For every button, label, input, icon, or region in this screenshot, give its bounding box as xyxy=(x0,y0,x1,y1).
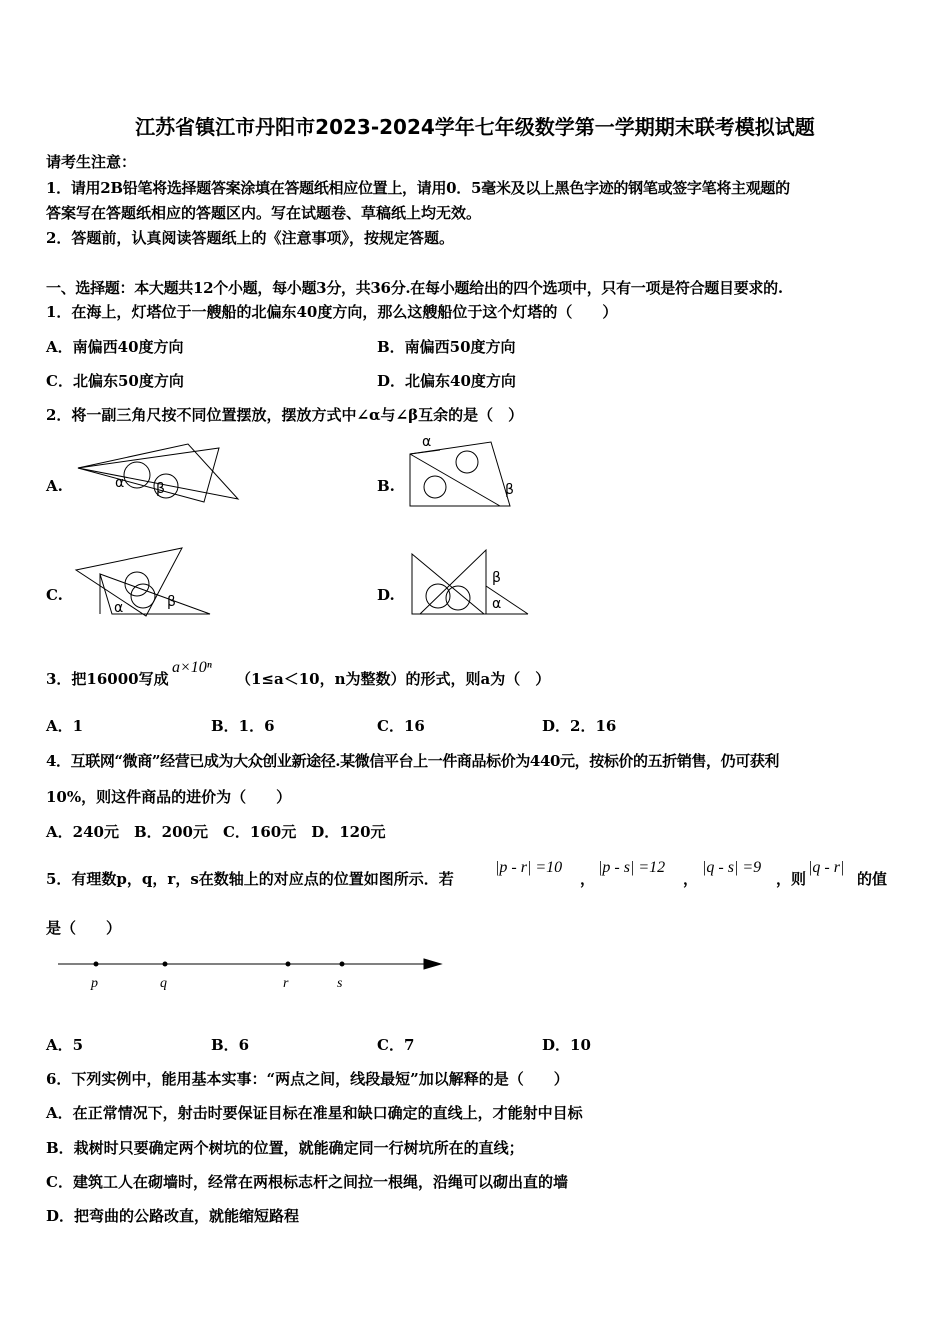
number-line-label-s: s xyxy=(337,976,343,991)
question-5-equation-2: |p - s| =12 xyxy=(598,859,666,876)
number-line-point-s xyxy=(340,962,344,966)
question-3-stem-start: 3．把16000写成 xyxy=(46,670,169,688)
section-heading-choice: 一、选择题：本大题共12个小题，每小题3分，共36分.在每小题给出的四个选项中，只有一项是符合题目要求的. xyxy=(46,279,783,297)
question-3-option-a[interactable]: A．1 xyxy=(46,717,84,735)
question-4-stem-line-1: 4．互联网“微商”经营已成为大众创业新途径.某微信平台上一件商品标价为440元，按标价的五折销售，仍可获利 xyxy=(46,752,780,770)
question-1-option-d[interactable]: D．北偏东40度方向 xyxy=(377,372,516,390)
question-5-number-line xyxy=(50,950,450,1000)
question-6-option-d[interactable]: D．把弯曲的公路改直，就能缩短路程 xyxy=(46,1207,300,1225)
number-line-arrow xyxy=(424,959,441,969)
question-3-option-c[interactable]: C．16 xyxy=(377,717,425,735)
notice-item-1-line-1: 1．请用2B铅笔将选择题答案涂填在答题纸相应位置上，请用0．5毫米及以上黑色字迹的钢笔或签字笔将主观题的 xyxy=(46,179,790,197)
page-title: 江苏省镇江市丹阳市2023-2024学年七年级数学第一学期期末联考模拟试题 xyxy=(135,115,815,139)
question-4-options[interactable]: A．240元 B．200元 C．160元 D．120元 xyxy=(46,823,386,841)
question-5-stem-start: 5．有理数p，q，r，s在数轴上的对应点的位置如图所示．若 xyxy=(46,870,454,888)
question-3-option-b[interactable]: B．1．6 xyxy=(211,717,275,735)
question-2-figure-d xyxy=(400,546,540,620)
question-2-figure-a xyxy=(70,440,250,512)
number-line-point-r xyxy=(286,962,290,966)
question-2-stem: 2．将一副三角尺按不同位置摆放，摆放方式中∠α与∠β互余的是（ ） xyxy=(46,406,524,424)
question-5-option-d[interactable]: D．10 xyxy=(542,1036,591,1054)
figure-a-alpha-label: α xyxy=(115,475,125,491)
question-1-option-b[interactable]: B．南偏西50度方向 xyxy=(377,338,516,356)
figure-c-beta-label: β xyxy=(167,594,176,610)
figure-b-circle-1 xyxy=(456,451,478,473)
question-5-equation-3: |q - s| =9 xyxy=(702,859,762,876)
question-5-option-c[interactable]: C．7 xyxy=(377,1036,415,1054)
question-1-option-a[interactable]: A．南偏西40度方向 xyxy=(46,338,184,356)
question-5-equation-4: |q - r| xyxy=(808,859,845,876)
number-line-label-r: r xyxy=(283,976,289,991)
figure-b-alpha-label: α xyxy=(422,434,432,450)
question-2-figure-b xyxy=(400,432,530,512)
question-4-stem-line-2: 10%，则这件商品的进价为（ ） xyxy=(46,788,292,806)
question-2-option-a-label[interactable]: A. xyxy=(46,477,63,495)
question-2-option-b-label[interactable]: B. xyxy=(377,477,395,495)
question-1-option-c[interactable]: C．北偏东50度方向 xyxy=(46,372,184,390)
question-5-separator-1: ， xyxy=(580,870,596,888)
number-line-point-p xyxy=(94,962,98,966)
question-5-equation-1: |p - r| =10 xyxy=(495,859,563,876)
notice-item-2: 2．答题前，认真阅读答题纸上的《注意事项》，按规定答题。 xyxy=(46,229,454,247)
notice-heading: 请考生注意： xyxy=(46,153,137,171)
figure-b-beta-label: β xyxy=(505,482,514,498)
question-2-figure-c xyxy=(70,546,220,620)
question-1-stem: 1．在海上，灯塔位于一艘船的北偏东40度方向，那么这艘船位于这个灯塔的（ ） xyxy=(46,303,618,321)
notice-item-1-line-2: 答案写在答题纸相应的答题区内。写在试题卷、草稿纸上均无效。 xyxy=(46,204,482,222)
question-5-separator-3: ，则 xyxy=(776,870,807,888)
question-6-stem: 6．下列实例中，能用基本实事：“两点之间，线段最短”加以解释的是（ ） xyxy=(46,1070,569,1088)
question-6-option-c[interactable]: C．建筑工人在砌墙时，经常在两根标志杆之间拉一根绳，沿绳可以砌出直的墙 xyxy=(46,1173,568,1191)
question-5-stem-line-2: 是（ ） xyxy=(46,919,122,937)
figure-d-beta-label: β xyxy=(492,570,501,586)
number-line-point-q xyxy=(163,962,167,966)
figure-a-beta-label: β xyxy=(156,481,165,497)
number-line-label-p: p xyxy=(91,976,98,991)
question-2-option-d-label[interactable]: D. xyxy=(377,586,395,604)
question-6-option-a[interactable]: A．在正常情况下，射击时要保证目标在准星和缺口确定的直线上，才能射中目标 xyxy=(46,1104,583,1122)
question-5-stem-end: 的值 xyxy=(857,870,888,888)
question-5-option-a[interactable]: A．5 xyxy=(46,1036,84,1054)
question-3-stem-end: （1≤a＜10，n为整数）的形式，则a为（ ） xyxy=(236,670,551,688)
figure-d-alpha-label: α xyxy=(492,596,502,612)
question-5-separator-2: ， xyxy=(683,870,699,888)
number-line-label-q: q xyxy=(160,976,167,991)
question-5-option-b[interactable]: B．6 xyxy=(211,1036,250,1054)
question-2-option-c-label[interactable]: C. xyxy=(46,586,63,604)
question-6-option-b[interactable]: B．栽树时只要确定两个树坑的位置，就能确定同一行树坑所在的直线； xyxy=(46,1139,524,1157)
figure-b-edge xyxy=(410,450,440,454)
question-3-formula: a×10ⁿ xyxy=(172,659,212,676)
question-3-option-d[interactable]: D．2．16 xyxy=(542,717,617,735)
figure-c-alpha-label: α xyxy=(114,600,124,616)
figure-b-diagonal xyxy=(410,454,500,506)
figure-b-circle-2 xyxy=(424,476,446,498)
figure-a-triangle-2 xyxy=(78,448,219,502)
